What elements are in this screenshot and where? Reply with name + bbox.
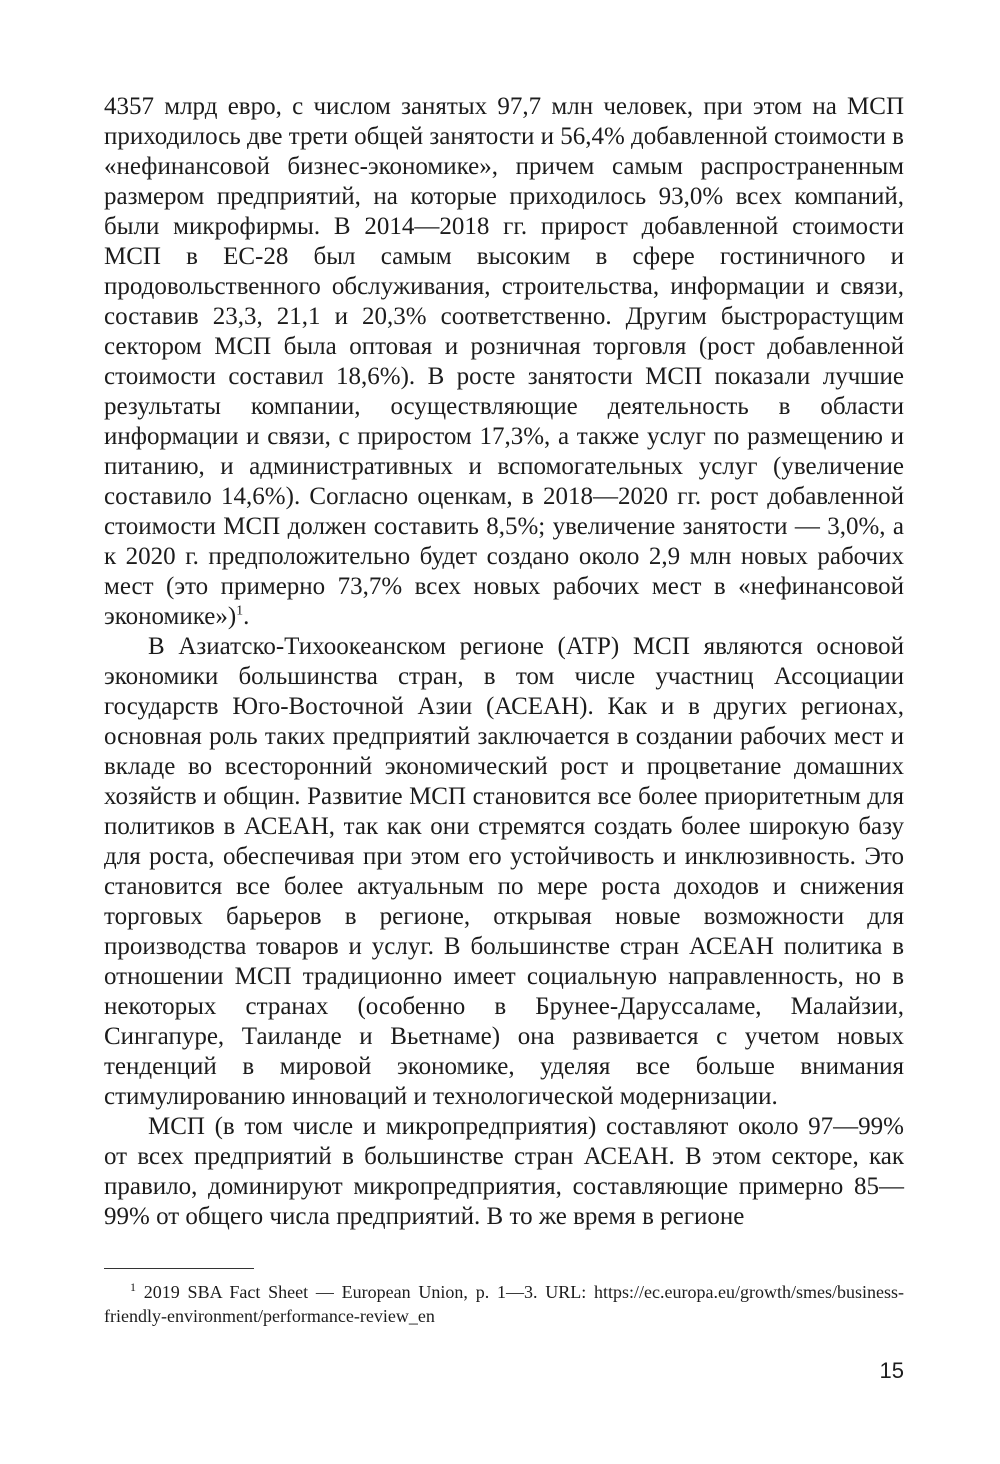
footnote — [104, 1280, 904, 1328]
paragraph-1-text: 4357 млрд евро, с числом занятых 97,7 млн человек, при этом на МСП приходилось две трети общей занятости и 56,4% добавленной стоимости в «нефинансовой бизнес-экономике», причем самым распространенным размером предприятий, на которые приходилось 93,0% всех компаний, были микрофирмы. В 2014—2018 гг. прирост добавленной стоимости МСП в ЕС-28 был самым высоким в сфере гостиничного и продовольственного обслуживания, строительства, информации и связи, составив 23,3, 21,1 и 20,3% соответственно. Другим быстрорастущим сектором МСП была оптовая и розничная торговля (рост добавленной стоимости составил 18,6%). В росте занятости МСП показали лучшие результаты компании, осуществляющие деятельность в области информации и связи, с приростом 17,3%, а также услуг по размещению и питанию, и административных и вспомогательных услуг (увеличение составило 14,6%). Согласно оценкам, в 2018—2020 гг. рост добавленной стоимости МСП должен составить 8,5%; увеличение занятости — 3,0%, а к 2020 г. предположительно будет создано около 2,9 млн новых рабочих мест (это примерно 73,7% всех новых рабочих мест в «нефинансовой экономике») — [104, 93, 904, 630]
footnote-number: 1 — [130, 1280, 136, 1294]
footnote-divider — [104, 1268, 254, 1269]
paragraph-2: В Азиатско-Тихоокеанском регионе (АТР) МСП являются основой экономики большинства стран, в том числе участниц Ассоциации государств Юго-Восточной Азии (АСЕАН). Как и в других регионах, основная роль таких предприятий заключается в создании рабочих мест и вкладе во всесторонний экономический рост и процветание домашних хозяйств и общин. Развитие МСП становится все более приоритетным для политиков в АСЕАН, так как они стремятся создать более широкую базу для роста, обеспечивая при этом его устойчивость и инклюзивность. Это становится все более актуальным по мере роста доходов и снижения торговых барьеров в регионе, открывая новые возможности для производства товаров и услуг. В большинстве стран АСЕАН политика в отношении МСП традиционно имеет социальную направленность, но в некоторых странах (особенно в Брунее-Даруссаламе, Малайзии, Сингапуре, Таиланде и Вьетнаме) она развивается с учетом новых тенденций в мировой экономике, уделяя все больше внимания стимулированию инноваций и технологической модернизации. — [104, 633, 904, 1110]
page-number: 15 — [879, 1358, 904, 1383]
paragraph-1-tail: . — [243, 603, 250, 630]
paragraph-1 — [104, 92, 904, 632]
footnote-reference[interactable]: 1 — [236, 603, 244, 619]
page-body — [104, 92, 904, 1232]
paragraph-3: МСП (в том числе и микропредприятия) составляют около 97—99% от всех предприятий в большинстве стран АСЕАН. В этом секторе, как правило, доминируют микропредприятия, составляющие примерно 85—99% от общего числа предприятий. В то же время в регионе — [104, 1113, 904, 1230]
footnote-text: 2019 SBA Fact Sheet — European Union, p. 1—3. URL: https://ec.europa.eu/growth/smes/business-friendly-environment/performance-review_en — [104, 1282, 904, 1326]
